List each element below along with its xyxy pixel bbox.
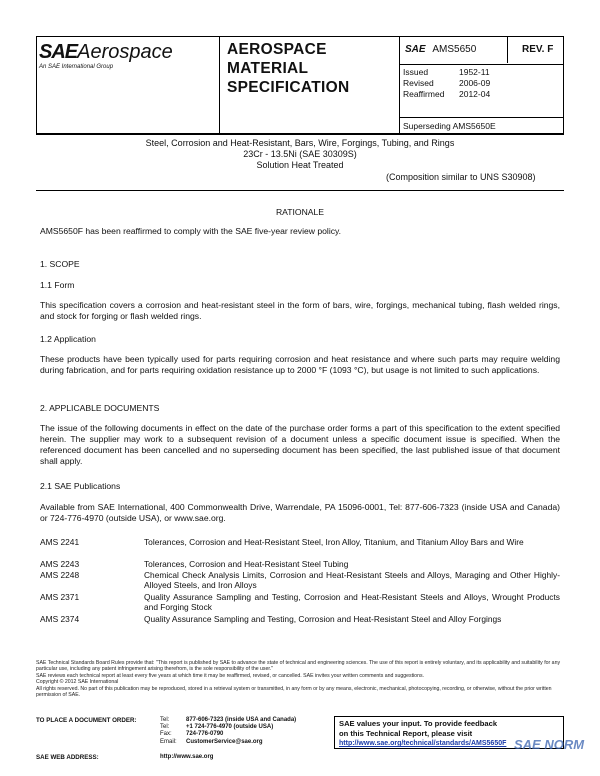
footer-copyright: Copyright © 2012 SAE International [36,679,119,686]
logo-sae: SAE [39,41,78,63]
section-text-form: This specification covers a corrosion and heat-resistant steel in the form of bars, wire, forgings, mechanical tubing, flash welded rings, and stock for forging or flash welded rings. [40,300,560,321]
logo-subtitle: An SAE International Group [39,64,114,70]
contact-label: Tel: [160,724,170,731]
footer-rules: SAE Technical Standards Board Rules provide that: "This report is published by SAE to advance the state of technical and engineering sciences. The use of this report is entirely voluntary, and its applicability and suitability for any particular use, including any patent infringement arising therefrom, is the sole responsibility of the user." [36,660,561,673]
title-block [36,138,564,171]
document-id: AMS 2248 [40,570,80,580]
document-description: Tolerances, Corrosion and Heat-Resistant Steel, Iron Alloy, Titanium, and Titanium Alloy Bars and Wire [144,537,524,547]
date-value: 1952-11 [459,67,490,77]
header-divider [219,37,220,133]
date-value: 2006-09 [459,78,491,88]
section-heading-applicable-documents: 2. APPLICABLE DOCUMENTS [40,403,160,413]
document-id: AMS 2371 [40,592,80,602]
document-id: AMS 2243 [40,559,80,569]
document-description: Chemical Check Analysis Limits, Corrosion and Heat-Resistant Steels and Alloys, Maraging and Other Highly-Alloyed Steels, and Iron Alloys [144,570,560,590]
title-line: 23Cr - 13.5Ni (SAE 30309S) [243,149,357,159]
document-description: Quality Assurance Sampling and Testing, Corrosion and Heat-Resistant Steel and Alloy Forgings [144,614,502,624]
contact-label: Email: [160,738,177,745]
section-heading-form: 1.1 Form [40,280,75,290]
date-value: 2012-04 [459,89,491,99]
feedback-text: SAE values your input. To provide feedback [339,719,498,728]
document-id: AMS 2374 [40,614,80,624]
section-text-application: These products have been typically used for parts requiring corrosion and heat resistance and where such parts may require welding during fabrication, and for parts requiring oxidation resistance up to 2000 °F (1093 °C), but usage is not limited to such applications. [40,354,560,375]
sae-aerospace-logo [39,41,173,70]
header-divider [399,37,400,133]
contact-label: Fax: [160,731,172,738]
title-top-rule [36,134,564,135]
section-text-sae-publications: Available from SAE International, 400 Commonwealth Drive, Warrendale, PA 15096-0001, Tel: 877-606-7323 (inside USA and Canada) or 724-776-4970 (outside USA), or www.sae.org. [40,502,560,523]
web-address-link[interactable]: http://www.sae.org [160,754,214,760]
document-description: Tolerances, Corrosion and Heat-Resistant Steel Tubing [144,559,349,569]
date-label: Revised [403,78,434,88]
footer-review: SAE reviews each technical report at least every five years at which time it may be reaffirmed, revised, or cancelled. SAE invites your written comments and suggestions. [36,672,424,679]
feedback-link[interactable]: http://www.sae.org/technical/standards/AMS5650F [339,740,507,747]
footer-notices [36,660,564,698]
section-text-applicable-documents: The issue of the following documents in effect on the date of the purchase order forms a part of this specification to the extent specified herein. The supplier may work to a subsequent revision of a document unless a specific document issue is specified. When the referenced document has been cancelled and no superseding document has been specified, the last published issue of that document shall apply. [40,423,560,466]
header-block [36,36,564,134]
date-label: Issued [403,67,429,77]
superseding-label: Superseding AMS5650E [403,121,496,131]
watermark-logo: SAE NORM [514,737,585,752]
section-heading-sae-publications: 2.1 SAE Publications [40,481,121,491]
section-heading-application: 1.2 Application [40,334,96,344]
doc-number-value: AMS5650 [432,44,477,55]
section-heading-scope: 1. SCOPE [40,259,80,269]
order-label: TO PLACE A DOCUMENT ORDER: [36,717,137,724]
spec-title [227,40,349,97]
title-bottom-rule [36,190,564,191]
spec-title-line: AEROSPACE [227,41,327,58]
date-block [403,67,490,100]
header-divider [507,37,508,63]
document-description: Quality Assurance Sampling and Testing, Corrosion and Heat-Resistant Steels and Alloys, Wrought Products and Forging Stock [144,592,560,612]
order-contacts [160,717,296,746]
doc-number [405,44,476,55]
header-divider [399,117,563,118]
composition-note: (Composition similar to UNS S30908) [386,172,536,182]
contact-value: 724-776-0790 [186,731,224,738]
contact-value[interactable]: CustomerService@sae.org [186,738,263,745]
contact-value: 877-606-7323 (inside USA and Canada) [186,717,297,723]
contact-label: Tel: [160,717,170,723]
document-id: AMS 2241 [40,537,80,547]
web-label: SAE WEB ADDRESS: [36,754,99,761]
footer-rights: All rights reserved. No part of this publication may be reproduced, stored in a retrieval system or transmitted, in any form or by any means, electronic, mechanical, photocopying, recording, or otherwise, without the prior written permission of SAE. [36,685,552,699]
doc-sae-logo: SAE [405,44,426,55]
header-divider [399,64,563,65]
contact-value: +1 724-776-4970 (outside USA) [186,724,274,731]
title-line: Solution Heat Treated [256,160,344,170]
title-line: Steel, Corrosion and Heat-Resistant, Bars, Wire, Forgings, Tubing, and Rings [145,138,455,148]
revision-label: REV. F [522,44,554,55]
spec-title-line: SPECIFICATION [227,79,350,96]
feedback-text: on this Technical Report, please visit [339,728,473,738]
rationale-heading: RATIONALE [275,207,325,217]
spec-title-line: MATERIAL [227,60,309,77]
date-label: Reaffirmed [403,89,445,99]
logo-aerospace: Aerospace [77,41,173,63]
rationale-text: AMS5650F has been reaffirmed to comply with the SAE five-year review policy. [40,226,342,236]
